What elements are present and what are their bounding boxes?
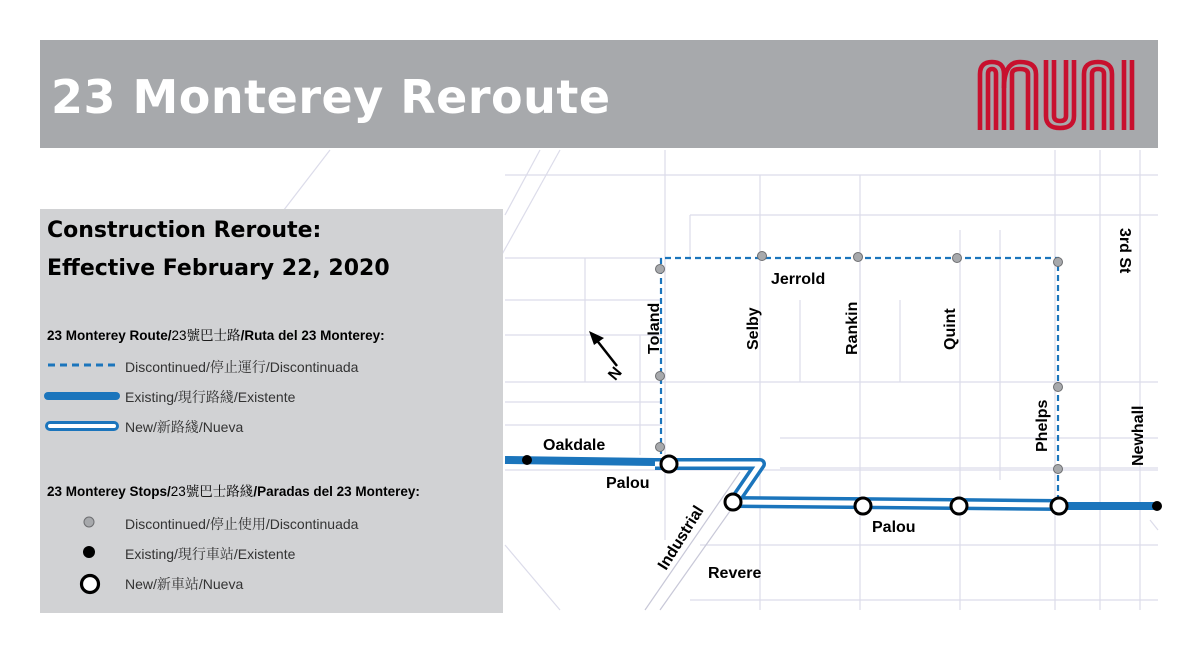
legend-stop-discontinued: Discontinued/停止使用/Discontinuada [125, 516, 359, 532]
stop-discontinued [1054, 258, 1063, 267]
street-revere: Revere [708, 565, 762, 582]
stop-new [951, 498, 967, 514]
stop-discontinued [656, 265, 665, 274]
page-title: 23 Monterey Reroute [51, 70, 611, 124]
street-newhall: Newhall [1130, 405, 1147, 466]
street-third: 3rd St [1116, 228, 1133, 274]
legend-heading-2: Effective February 22, 2020 [47, 256, 390, 281]
legend-stop-new: New/新車站/Nueva [125, 576, 244, 592]
stop-discontinued [656, 372, 665, 381]
street-quint: Quint [942, 308, 959, 350]
stop-discontinued [1054, 383, 1063, 392]
legend-route-new: New/新路綫/Nueva [125, 419, 244, 435]
street-toland: Toland [646, 302, 663, 354]
street-jerrold: Jerrold [771, 271, 826, 288]
stop-existing [522, 455, 532, 465]
street-rankin: Rankin [844, 301, 861, 355]
legend-route-discontinued: Discontinued/停止運行/Discontinuada [125, 359, 359, 375]
north-arrow [589, 331, 626, 384]
north-label: N [605, 364, 626, 384]
street-selby: Selby [745, 307, 762, 350]
legend-route-existing: Existing/現行路綫/Existente [125, 389, 296, 405]
stop-discontinued [953, 254, 962, 263]
stops-section-title: 23 Monterey Stops/23號巴士路綫/Paradas del 23 Monterey: [47, 484, 420, 499]
legend-outlined-line-symbol [44, 419, 120, 433]
route-section-title: 23 Monterey Route/23號巴士路/Ruta del 23 Monterey: [47, 328, 385, 343]
svg-text:MUNI: MUNI [976, 58, 979, 59]
legend-open-circle-symbol [78, 572, 102, 596]
stop-discontinued [758, 252, 767, 261]
legend-stop-existing: Existing/現行車站/Existente [125, 546, 296, 562]
legend-solid-line-symbol [44, 389, 120, 403]
stop-existing [1152, 501, 1162, 511]
stop-discontinued [1054, 465, 1063, 474]
legend-dashed-line-symbol [46, 359, 120, 371]
legend-black-dot-symbol [82, 545, 96, 559]
street-palou-west: Palou [606, 475, 650, 492]
street-palou-east: Palou [872, 519, 916, 536]
stop-discontinued [854, 253, 863, 262]
street-oakdale: Oakdale [543, 437, 606, 454]
legend-panel [40, 209, 503, 613]
header-banner [40, 40, 1158, 148]
legend-gray-dot-symbol [82, 515, 96, 529]
stop-new [1051, 498, 1067, 514]
stop-new [661, 456, 677, 472]
stop-new [725, 494, 741, 510]
stop-new [855, 498, 871, 514]
legend-heading-1: Construction Reroute: [47, 218, 322, 243]
stop-discontinued [656, 443, 665, 452]
street-industrial: Industrial [654, 503, 708, 574]
muni-logo [976, 58, 1146, 132]
street-phelps: Phelps [1034, 399, 1051, 452]
discontinued-stops [656, 252, 1063, 474]
